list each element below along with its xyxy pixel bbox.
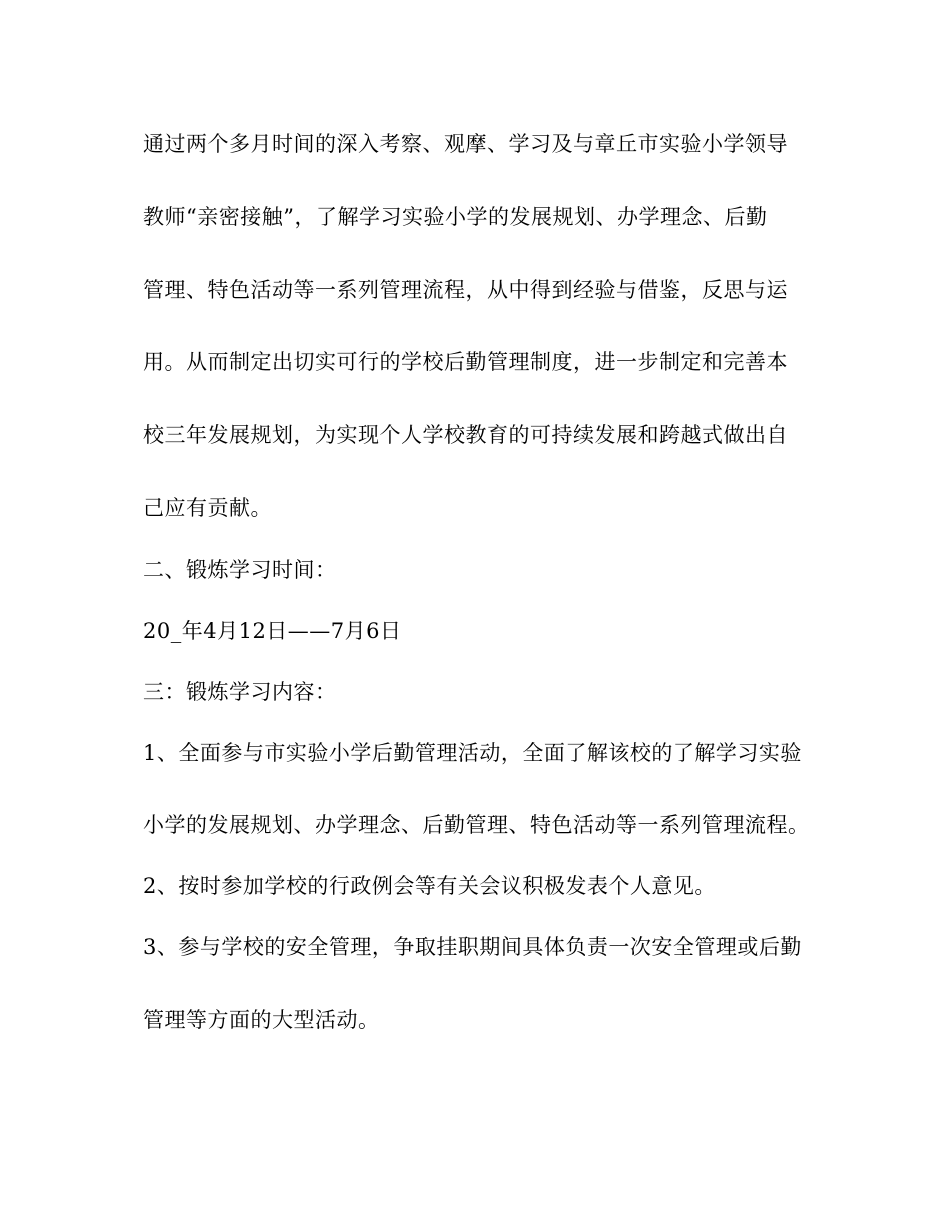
paragraph-line: 己应有贡献。 (143, 496, 272, 520)
section-heading: 三：锻炼学习内容： (143, 680, 337, 704)
list-item-line: 2、按时参加学校的行政例会等有关会议积极发表个人意见。 (143, 874, 716, 898)
list-item-line: 管理等方面的大型活动。 (143, 1008, 380, 1032)
date-range-line: 20_年4月12日——7月6日 (143, 619, 402, 643)
paragraph-line: 校三年发展规划，为实现个人学校教育的可持续发展和跨越式做出自 (143, 423, 788, 447)
list-item-line: 小学的发展规划、办学理念、后勤管理、特色活动等一系列管理流程。 (143, 813, 810, 837)
list-item-line: 1、全面参与市实验小学后勤管理活动，全面了解该校的了解学习实验 (143, 741, 802, 765)
section-heading: 二、锻炼学习时间： (143, 558, 337, 582)
paragraph-line: 教师“亲密接触”，了解学习实验小学的发展规划、办学理念、后勤 (143, 205, 768, 229)
paragraph-line: 用。从而制定出切实可行的学校后勤管理制度，进一步制定和完善本 (143, 350, 788, 374)
paragraph-line: 管理、特色活动等一系列管理流程，从中得到经验与借鉴，反思与运 (143, 278, 788, 302)
paragraph-line: 通过两个多月时间的深入考察、观摩、学习及与章丘市实验小学领导 (143, 132, 788, 156)
list-item-line: 3、参与学校的安全管理，争取挂职期间具体负责一次安全管理或后勤 (143, 935, 802, 959)
